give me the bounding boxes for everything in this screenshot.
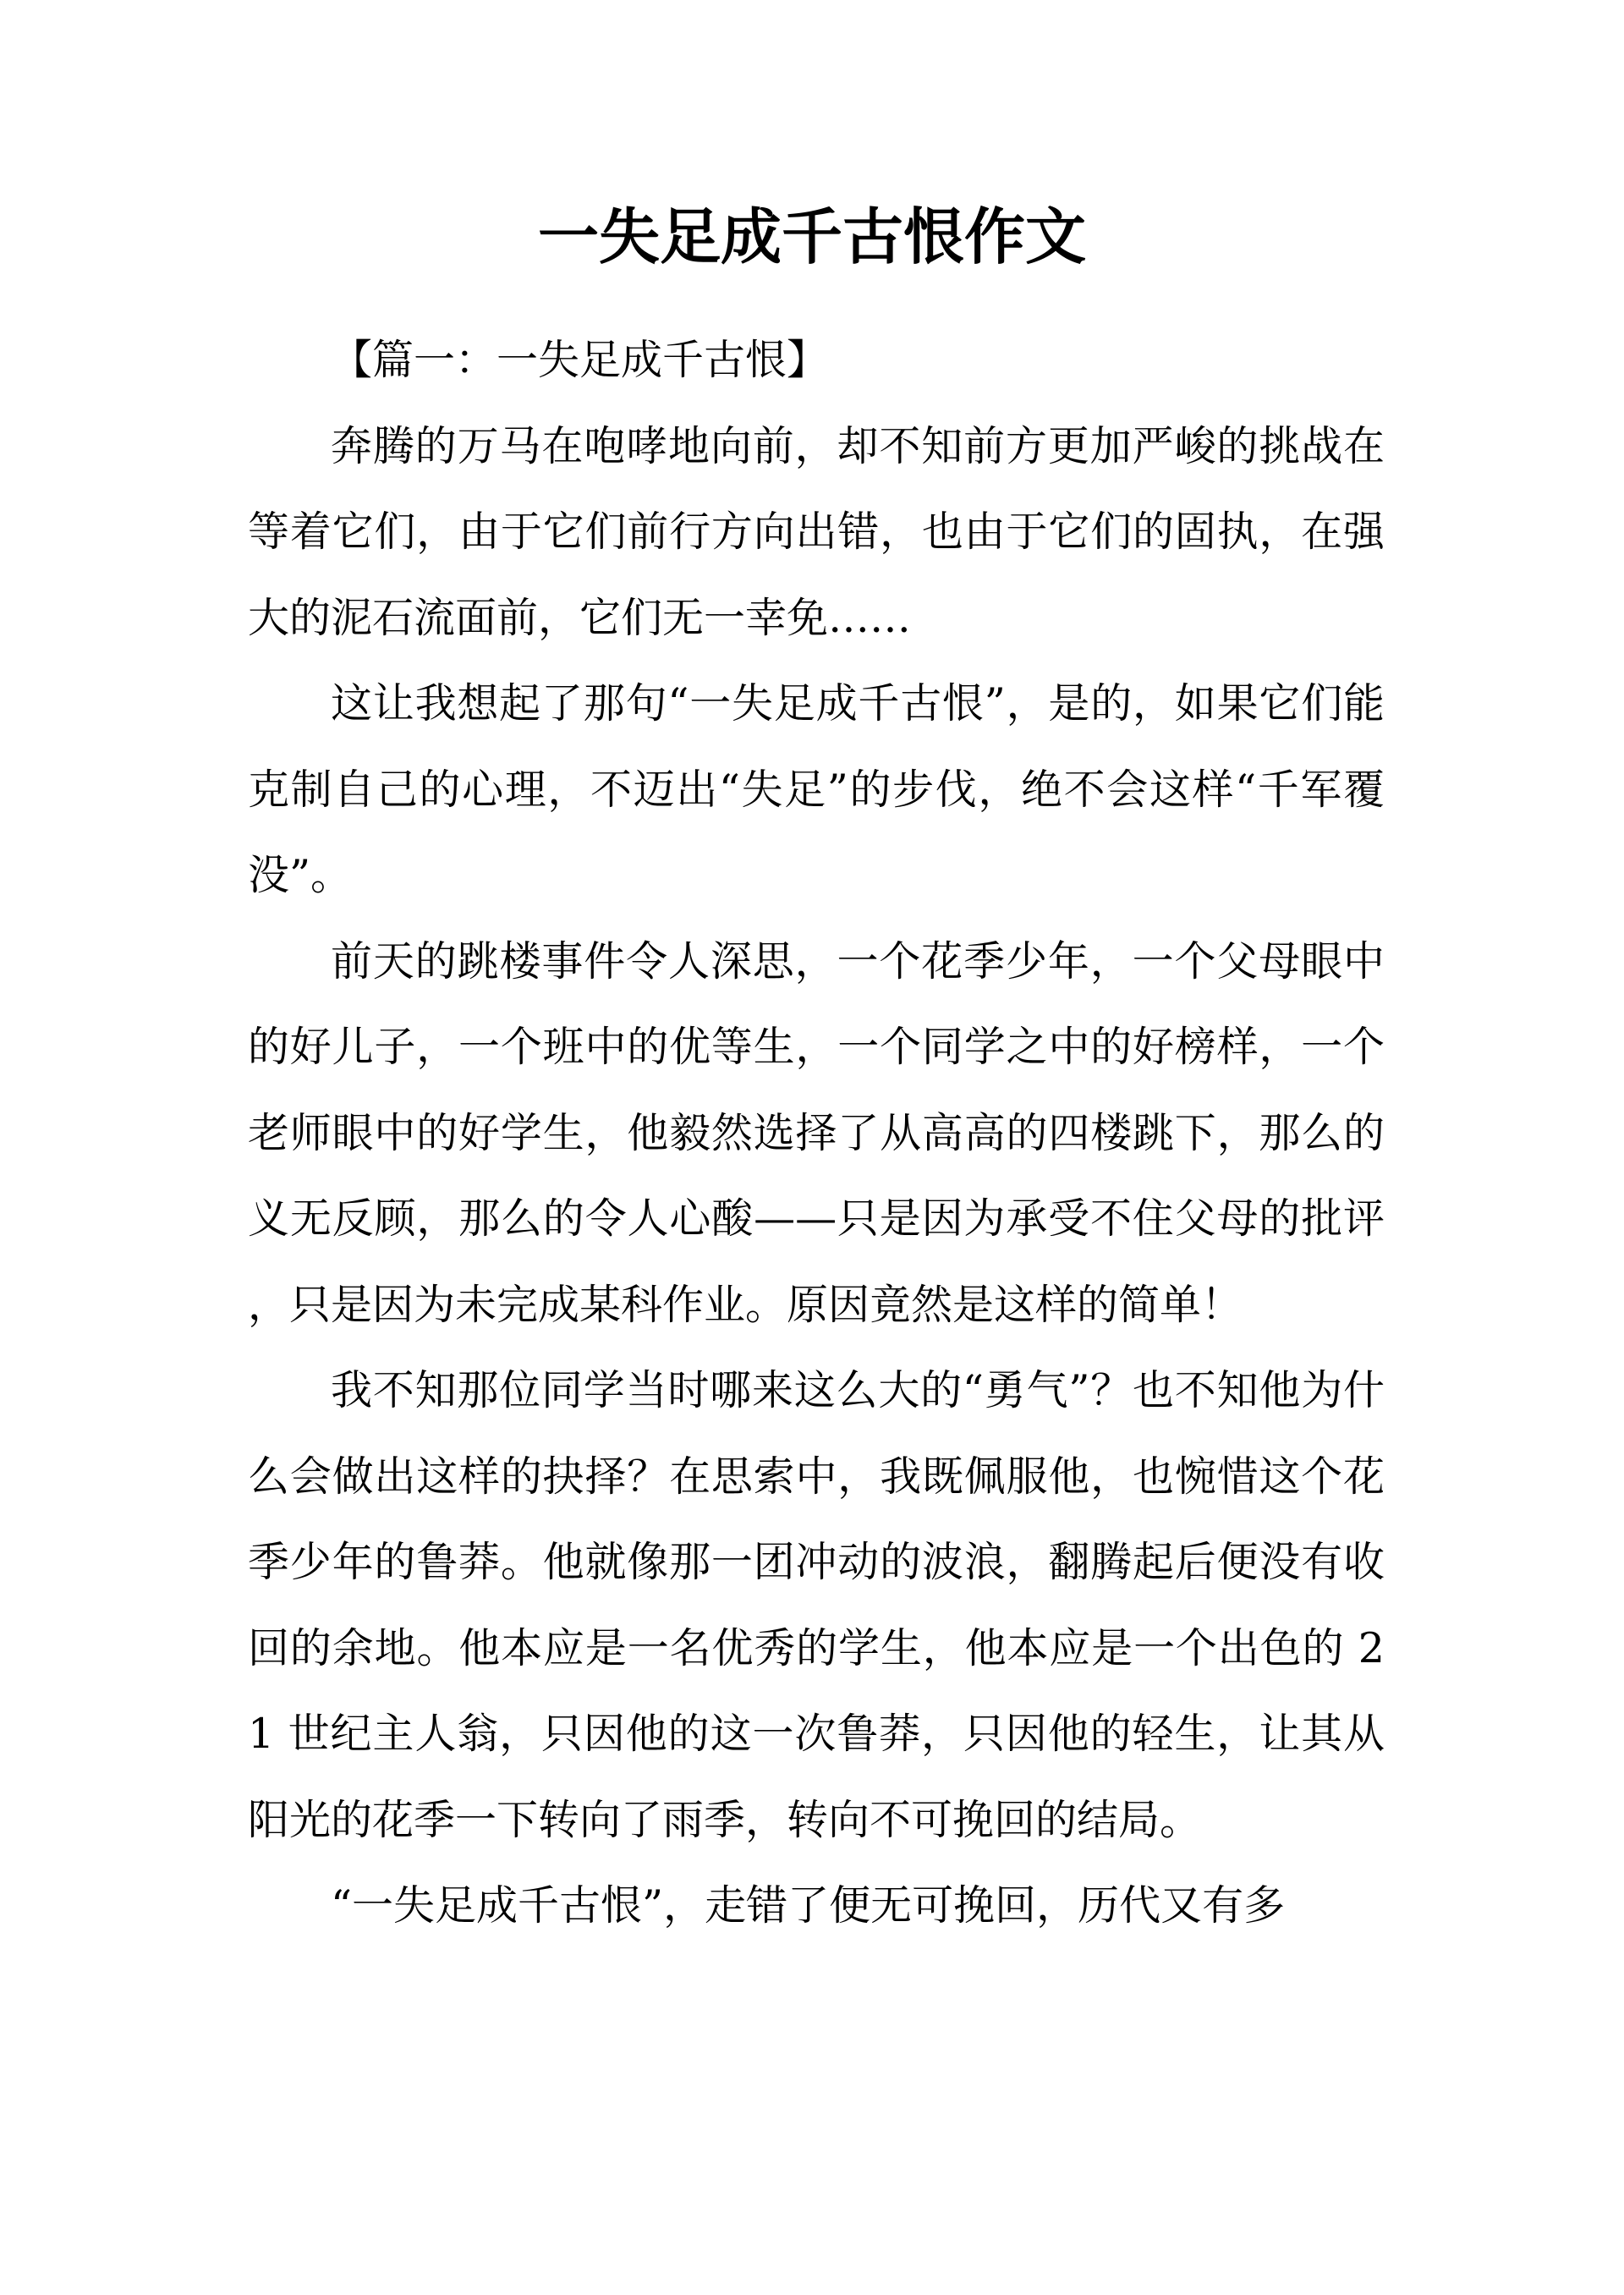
paragraph: “一失足成千古恨”，走错了便无可挽回，历代又有多	[331, 1881, 1286, 1930]
paragraph: 奔腾的万马在咆哮地向前，却不知前方更加严峻的挑战在等着它们，由于它们前行方向出错，也由于它们的固执，在强大的泥石流面前，它们无一幸免……	[248, 421, 1385, 642]
paragraph: 这让我想起了那句“一失足成千古恨”，是的，如果它们能克制自己的心理，不迈出“失足”的步伐，绝不会这样“千军覆没”。	[248, 679, 1385, 899]
section-heading: 【篇一：一失足成千古恨】	[331, 336, 829, 384]
paragraph: 我不知那位同学当时哪来这么大的“勇气”？也不知他为什么会做出这样的抉择？在思索中，我既佩服他，也惋惜这个花季少年的鲁莽。他就像那一团冲动的波浪，翻腾起后便没有收回的余地。他本应是一名优秀的学生，他本应是一个出色的 21 世纪主人翁，只因他的这一次鲁莽，只因他的轻生，让其从阳光的花季一下转向了雨季，转向不可挽回的结局。	[248, 1366, 1385, 1844]
document-title: 一失足成千古恨作文	[537, 201, 1086, 272]
document-body	[248, 317, 1385, 1949]
paragraph: 前天的跳楼事件令人深思，一个花季少年，一个父母眼中的好儿子，一个班中的优等生，一个同学之中的好榜样，一个老师眼中的好学生，他毅然选择了从高高的四楼跳下，那么的义无反顾，那么的令人心酸——只是因为承受不住父母的批评，只是因为未完成某科作业。原因竟然是这样的简单！	[248, 936, 1385, 1329]
